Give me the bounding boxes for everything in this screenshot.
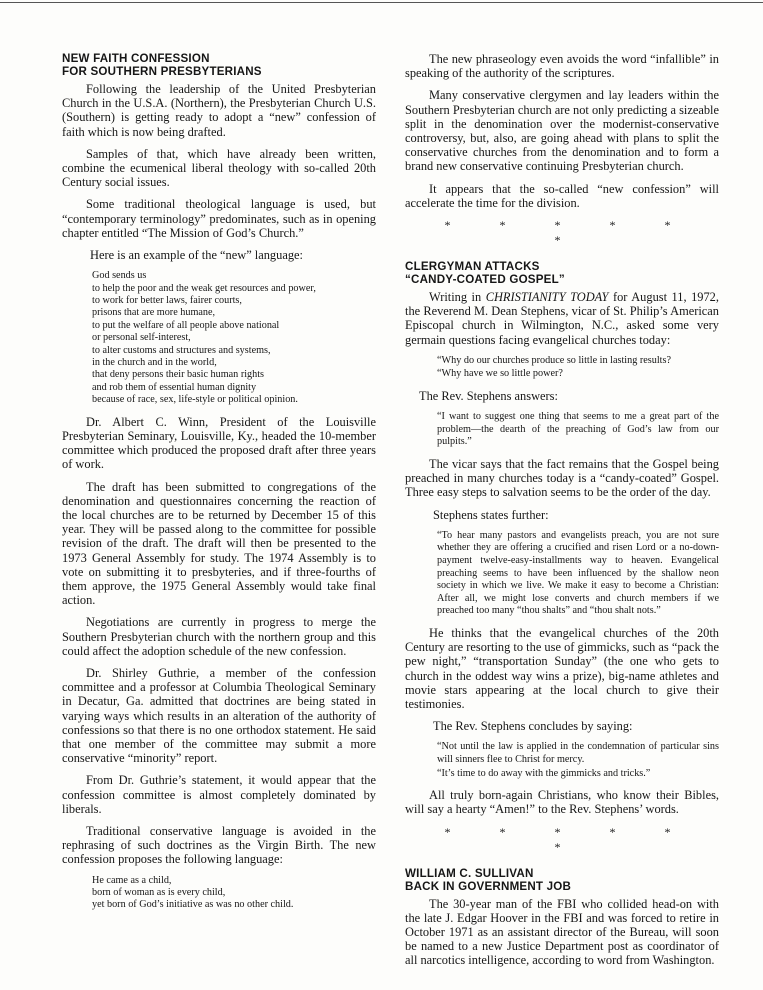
paragraph: The new phraseology even avoids the word “infallible” in speaking of the authority of the scriptures. bbox=[405, 52, 719, 81]
paragraph: Some traditional theological language is used, but “contemporary terminology” predominates, such as in opening chapter entitled “The Mission of God’s Church.” bbox=[62, 197, 376, 240]
page-top-rule bbox=[0, 2, 763, 3]
concludes-intro: The Rev. Stephens concludes by saying: bbox=[433, 719, 633, 734]
block-quote: “To hear many pastors and evangelists preach, you are not sure whether they are offering a crucified and risen Lord or a no-down-payment twelve-easy-installments way to heaven. Evangelical preaching seems to have been influenced by the shallow neon society in which we live. We make it easy to become a Christian: After all, we might lose converts and church members if we preached too many “thou shalts” and “thou shalt nots.” bbox=[437, 529, 719, 617]
paragraph: He thinks that the evangelical churches of the 20th Century are resorting to the use of gimmicks, such as “pack the pew night,” “transportation Sunday” (the one who gets to church in the oddest way wins a prize), big-name athletes and movie stars appearing at the local church to give their testimonies. bbox=[405, 625, 719, 711]
publication-title: CHRISTIANITY TODAY bbox=[485, 290, 609, 305]
article-heading-sullivan: WILLIAM C. SULLIVAN BACK IN GOVERNMENT JOB bbox=[405, 866, 572, 893]
paragraph: Negotiations are currently in progress to merge the Southern Presbyterian church with the northern group and this could affect the adoption schedule of the new confession. bbox=[62, 615, 376, 658]
quoted-virgin-birth-text: He came as a child, born of woman as is every child, yet born of God’s initiative as was no other child. bbox=[92, 874, 294, 911]
paragraph: Samples of that, which have already been written, combine the ecumenical liberal theology with so-called 20th Century social issues. bbox=[62, 146, 376, 190]
further-intro: Stephens states further: bbox=[433, 507, 549, 522]
section-separator: * * * * * * bbox=[444, 218, 694, 248]
paragraph: Writing in CHRISTIANITY TODAY for August 11, 1972, the Reverend M. Dean Stephens, vicar of St. Philip’s American Episcopal church in Wilmington, N.C., asked some very germain questions facing evangelical churches today: bbox=[405, 290, 719, 347]
article-heading-clergyman: CLERGYMAN ATTACKS “CANDY-COATED GOSPEL” bbox=[405, 260, 565, 287]
answers-intro: The Rev. Stephens answers: bbox=[419, 389, 558, 404]
section-separator: * * * * * * bbox=[444, 824, 694, 854]
block-quote: “Why do our churches produce so little in lasting results? “Why have we so little power? bbox=[437, 354, 671, 380]
example-intro: Here is an example of the “new” language: bbox=[90, 248, 303, 263]
paragraph: The vicar says that the fact remains that the Gospel being preached in many churches today is a “candy-coated” Gospel. Three easy steps to salvation seems to be the order of the day. bbox=[405, 457, 719, 500]
paragraph: Dr. Shirley Guthrie, a member of the confession committee and a professor at Columbia Theological Seminary in Decatur, Ga. admitted that doctrines are being stated in varying ways which results in an alteration of the authority of confessions so that there is no one orthodox statement. He said that one member of the committee may submit a more conservative “minority” report. bbox=[62, 665, 376, 766]
paragraph: The 30-year man of the FBI who collided head-on with the late J. Edgar Hoover in the FBI and was forced to retire in October 1971 as an assistant director of the Bureau, will soon be named to a new Justice Department post as coordinator of all narcotics intelligence, according to word from Washington. bbox=[405, 896, 719, 968]
left-column bbox=[62, 52, 376, 920]
article-heading-faith-confession: NEW FAITH CONFESSION FOR SOUTHERN PRESBYTERIANS bbox=[62, 52, 262, 78]
paragraph: Dr. Albert C. Winn, President of the Louisville Presbyterian Seminary, Louisville, Ky., headed the 10-member committee which produced the proposed draft after three years of work. bbox=[62, 414, 376, 472]
quoted-confession-text: God sends us to help the poor and the weak get resources and power, to work for better laws, fairer courts, prisons that are more humane, to put the welfare of all people above national or personal self-interest, to alter customs and structures and systems, in the church and in the world, that deny persons their basic human rights and rob them of essential human dignity because of race, sex, life-style or political opinion. bbox=[92, 270, 316, 406]
block-quote: “I want to suggest one thing that seems to me a great part of the problem—the dearth of the preaching of God’s law from our pulpits.” bbox=[437, 411, 719, 448]
paragraph: Many conservative clergymen and lay leaders within the Southern Presbyterian church are not only predicting a sizeable split in the denomination over the modernist-conservative controversy, but, also, are going ahead with plans to split the conservative churches from the denomination and to form a brand new conservative continuing Presbyterian church. bbox=[405, 88, 719, 174]
block-quote: “Not until the law is applied in the condemnation of particular sins will sinners flee to Christ for mercy. “It’s time to do away with the gimmicks and tricks.” bbox=[437, 741, 719, 779]
right-column bbox=[405, 52, 719, 976]
paragraph: All truly born-again Christians, who know their Bibles, will say a hearty “Amen!” to the Rev. Stephens’ words. bbox=[405, 788, 719, 817]
paragraph: From Dr. Guthrie’s statement, it would appear that the confession committee is almost completely dominated by liberals. bbox=[62, 773, 376, 816]
paragraph: It appears that the so-called “new confession” will accelerate the time for the division. bbox=[405, 181, 719, 210]
paragraph: Traditional conservative language is avoided in the rephrasing of such doctrines as the Virgin Birth. The new confession proposes the following language: bbox=[62, 823, 376, 867]
paragraph: The draft has been submitted to congregations of the denomination and questionnaires concerning the reaction of the local churches are to be returned by December 15 of this year. They will be passed along to the committee for possible revision of the draft. The draft will then be presented to the 1973 General Assembly for study. The 1974 Assembly is to vote on submitting it to presbyteries, and if three-fourths of them approve, the 1975 General Assembly would take final action. bbox=[62, 479, 376, 608]
paragraph: Following the leadership of the United Presbyterian Church in the U.S.A. (Northern), the Presbyterian Church U.S. (Southern) is getting ready to adopt a “new” confession of faith which is now being drafted. bbox=[62, 82, 376, 139]
